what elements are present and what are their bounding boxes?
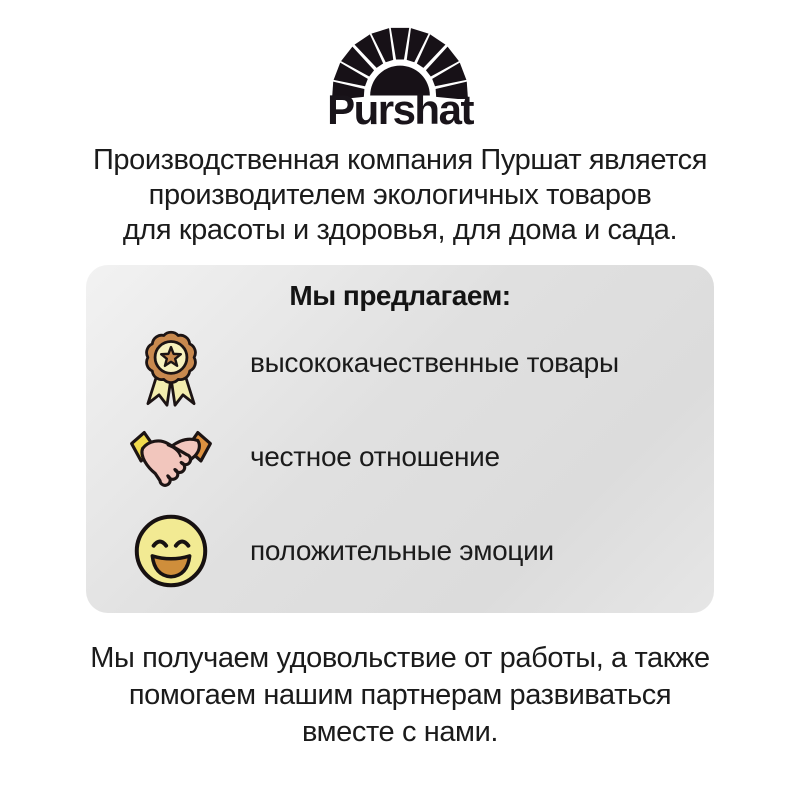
offer-panel [86, 265, 714, 613]
offer-row-honesty [86, 410, 714, 504]
smiley-face-icon [131, 511, 211, 591]
offer-row-emotions [86, 504, 714, 598]
award-medal-icon [131, 316, 211, 410]
offer-item-label: честное отношение [250, 441, 500, 472]
intro-text [0, 143, 800, 248]
intro-line: Производственная компания Пуршат является [92, 144, 708, 176]
handshake-icon [119, 420, 223, 494]
logo-wordmark: Purshat [327, 86, 473, 133]
outro-text [0, 640, 800, 751]
purshat-logo [0, 0, 800, 131]
intro-line: для красоты и здоровья, для дома и сада. [122, 214, 678, 246]
outro-line: Мы получаем удовольствие от работы, а также [90, 642, 710, 674]
intro-line: производителем экологичных товаров [148, 179, 652, 211]
offer-item-label: высококачественные товары [250, 347, 619, 378]
offer-heading: Мы предлагаем: [289, 280, 511, 311]
offer-item-label: положительные эмоции [250, 535, 554, 566]
outro-line: помогаем нашим партнерам развиваться [128, 679, 672, 711]
offer-row-quality [86, 316, 714, 410]
outro-line: вместе с нами. [301, 716, 499, 748]
